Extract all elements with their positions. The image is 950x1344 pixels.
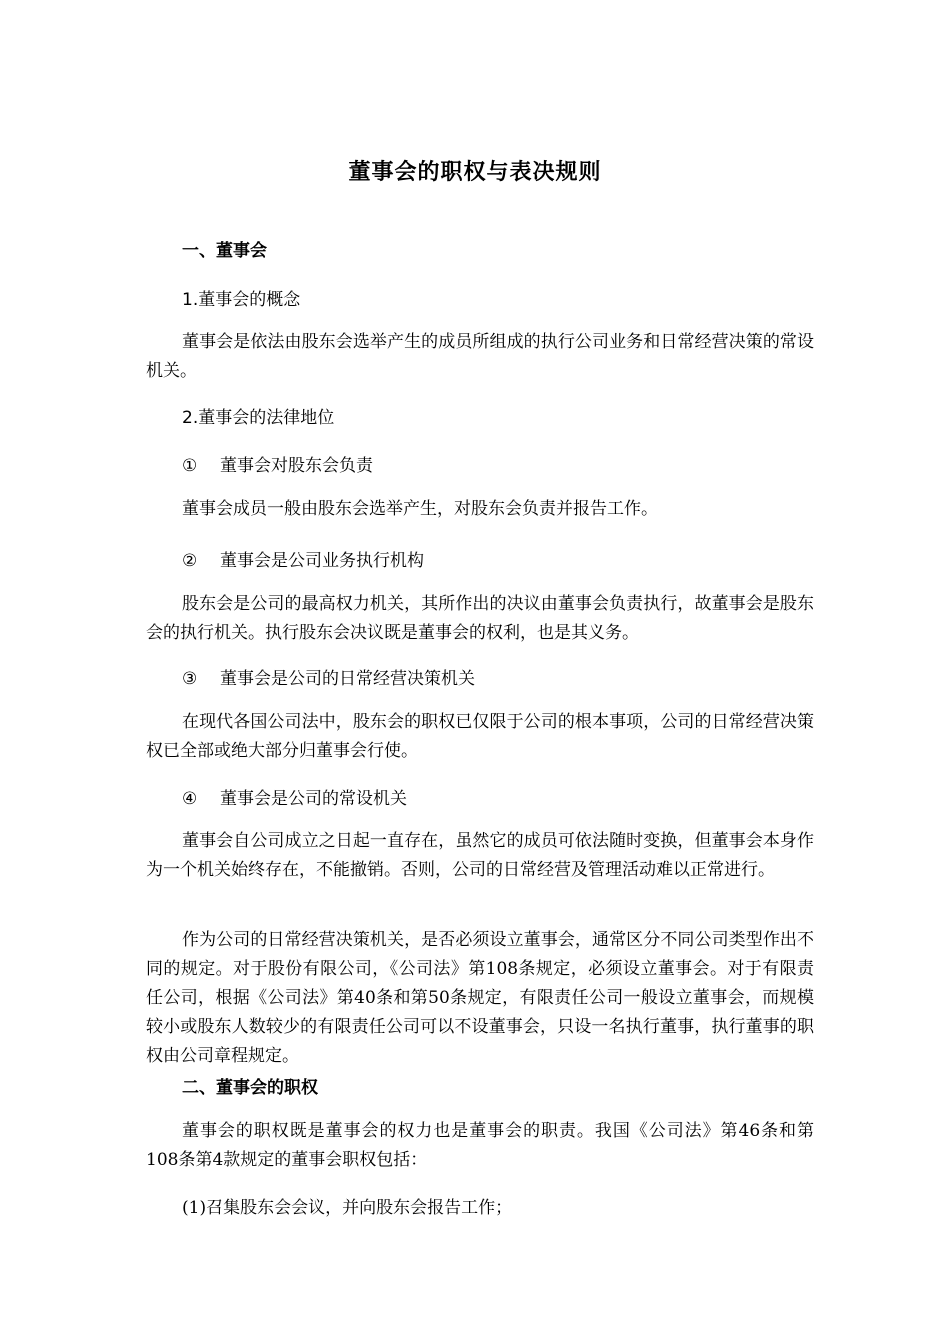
subheading-legal-status: 2.董事会的法律地位	[182, 408, 335, 428]
section-heading-board: 一、董事会	[182, 241, 267, 261]
item-label: 董事会对股东会负责	[220, 456, 373, 476]
item-marker: ③	[182, 669, 198, 689]
status-item-3	[182, 664, 475, 689]
item-marker: ①	[182, 456, 198, 476]
item-marker: ④	[182, 789, 198, 809]
status-item-1	[182, 451, 373, 476]
powers-list-item-1: (1)召集股东会会议，并向股东会报告工作；	[182, 1198, 513, 1218]
paragraph-status-1: 董事会成员一般由股东会选举产生，对股东会负责并报告工作。	[182, 499, 658, 519]
status-item-2	[182, 546, 424, 571]
paragraph-establishment: 作为公司的日常经营决策机关，是否必须设立董事会，通常区分不同公司类型作出不同的规定。对于股份有限公司，《公司法》第108条规定，必须设立董事会。对于有限责任公司，根据《公司法》第40条和第50条规定，有限责任公司一般设立董事会，而规模较小或股东人数较少的有限责任公司可以不设董事会，只设一名执行董事，执行董事的职权由公司章程规定。	[146, 930, 814, 1066]
paragraph-status-3: 在现代各国公司法中，股东会的职权已仅限于公司的根本事项，公司的日常经营决策权已全部或绝大部分归董事会行使。	[146, 712, 814, 761]
paragraph-powers-intro: 董事会的职权既是董事会的权力也是董事会的职责。我国《公司法》第46条和第108条第4款规定的董事会职权包括：	[146, 1121, 814, 1170]
section-heading-powers: 二、董事会的职权	[182, 1078, 318, 1098]
document-title: 董事会的职权与表决规则	[348, 160, 602, 185]
paragraph-status-4: 董事会自公司成立之日起一直存在，虽然它的成员可依法随时变换，但董事会本身作为一个机关始终存在，不能撤销。否则，公司的日常经营及管理活动难以正常进行。	[146, 831, 814, 880]
status-item-4	[182, 784, 407, 809]
subheading-concept: 1.董事会的概念	[182, 290, 301, 310]
item-label: 董事会是公司的常设机关	[220, 789, 407, 809]
paragraph-status-2: 股东会是公司的最高权力机关，其所作出的决议由董事会负责执行，故董事会是股东会的执行机关。执行股东会决议既是董事会的权利，也是其义务。	[146, 594, 814, 643]
item-label: 董事会是公司业务执行机构	[220, 551, 424, 571]
item-label: 董事会是公司的日常经营决策机关	[220, 669, 475, 689]
paragraph-concept: 董事会是依法由股东会选举产生的成员所组成的执行公司业务和日常经营决策的常设机关。	[146, 332, 814, 381]
item-marker: ②	[182, 551, 198, 571]
